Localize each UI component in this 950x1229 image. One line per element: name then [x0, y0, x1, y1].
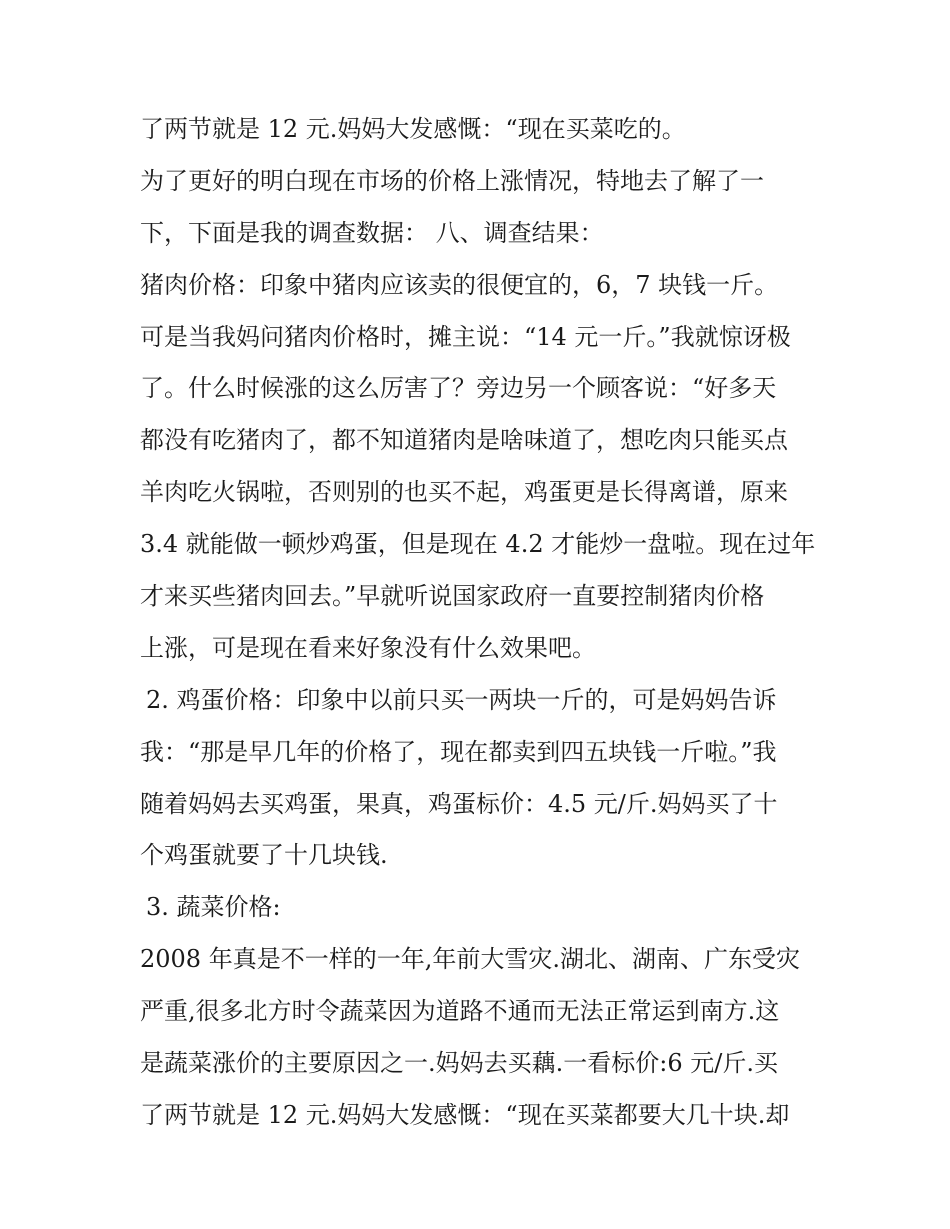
text-line-8: 羊肉吃火锅啦，否则别的也买不起，鸡蛋更是长得离谱，原来 [140, 478, 788, 507]
text-line-2: 为了更好的明白现在市场的价格上涨情况，特地去了解了一 [140, 166, 764, 195]
text-line-11: 上涨，可是现在看来好象没有什么效果吧。 [140, 633, 596, 662]
text-line-6: 了。什么时候涨的这么厉害了？旁边另一个顾客说：“好多天 [140, 374, 777, 403]
text-line-1: 了两节就是 12 元.妈妈大发感慨：“现在买菜吃的。 [140, 115, 686, 143]
text-line-10: 才来买些猪肉回去。”早就听说国家政府一直要控制猪肉价格 [140, 582, 765, 611]
text-line-14: 随着妈妈去买鸡蛋，果真，鸡蛋标价：4.5 元/斤.妈妈买了十 [140, 789, 778, 818]
text-line-4: 猪肉价格：印象中猪肉应该卖的很便宜的，6，7 块钱一斤。 [140, 270, 779, 299]
text-line-15: 个鸡蛋就要了十几块钱. [140, 841, 388, 870]
text-line-5: 可是当我妈问猪肉价格时，摊主说：“14 元一斤。”我就惊讶极 [140, 322, 791, 351]
text-line-3: 下，下面是我的调查数据： 八、调查结果： [140, 218, 604, 247]
text-line-16: 3. 蔬菜价格: [146, 893, 281, 922]
text-line-9: 3.4 就能做一顿炒鸡蛋，但是现在 4.2 才能炒一盘啦。现在过年 [140, 530, 816, 559]
text-line-7: 都没有吃猪肉了，都不知道猪肉是啥味道了，想吃肉只能买点 [140, 426, 788, 455]
text-line-20: 了两节就是 12 元.妈妈大发感慨：“现在买菜都要大几十块.却 [140, 1100, 790, 1129]
text-line-19: 是蔬菜涨价的主要原因之一.妈妈去买藕.一看标价:6 元/斤.买 [140, 1049, 778, 1078]
body-text [140, 104, 820, 1142]
text-line-12: 2. 鸡蛋价格：印象中以前只买一两块一斤的，可是妈妈告诉 [146, 685, 777, 714]
text-line-13: 我：“那是早几年的价格了，现在都卖到四五块钱一斤啦。”我 [140, 737, 777, 766]
text-line-17: 2008 年真是不一样的一年,年前大雪灾.湖北、湖南、广东受灾 [140, 945, 800, 974]
text-line-18: 严重,很多北方时令蔬菜因为道路不通而无法正常运到南方.这 [140, 997, 780, 1026]
